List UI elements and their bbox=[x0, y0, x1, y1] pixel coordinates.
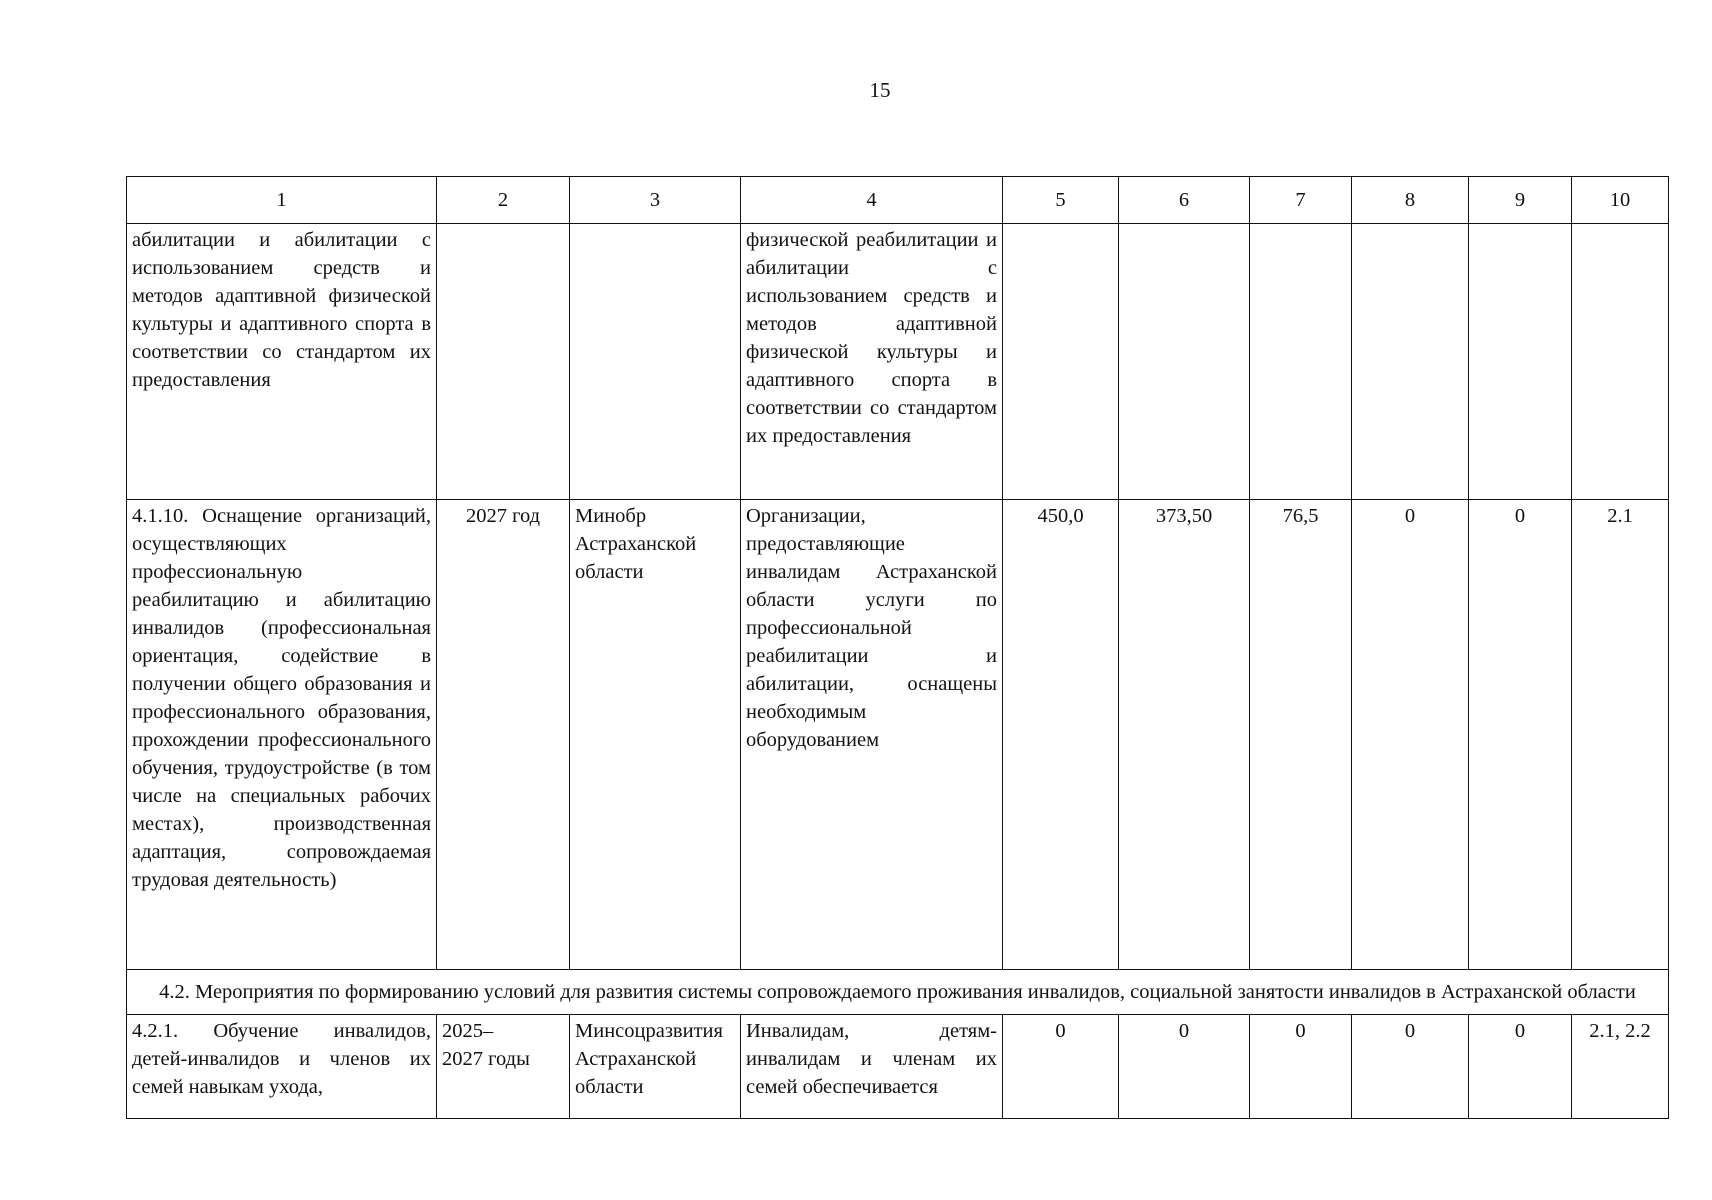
value-cell: 373,50 bbox=[1119, 500, 1250, 970]
activity-cell: абилитации и абилитации с использованием средств и методов адаптивной физической культуры и адаптивного спорта в соответствии со стандартом их предоставления bbox=[127, 224, 437, 500]
column-header: 3 bbox=[570, 177, 741, 224]
value-cell: 0 bbox=[1469, 500, 1572, 970]
value-cell: 76,5 bbox=[1250, 500, 1352, 970]
result-cell: Инвалидам, детям-инвалидам и членам их семей обеспечивается bbox=[741, 1015, 1003, 1119]
column-header: 6 bbox=[1119, 177, 1250, 224]
column-header: 5 bbox=[1003, 177, 1119, 224]
responsible-cell: Минсоцразвития Астраханской области bbox=[570, 1015, 741, 1119]
activity-cell: 4.2.1. Обучение инвалидов, детей-инвалидов и членов их семей навыкам ухода, bbox=[127, 1015, 437, 1119]
column-header: 7 bbox=[1250, 177, 1352, 224]
value-cell: 0 bbox=[1352, 500, 1469, 970]
page-number: 15 bbox=[869, 78, 891, 102]
value-cell: 0 bbox=[1119, 1015, 1250, 1119]
table-row bbox=[127, 500, 1669, 970]
period-cell: 2027 год bbox=[437, 500, 570, 970]
responsible-cell: Минобр Астраханской области bbox=[570, 500, 741, 970]
result-cell: физической реабилитации и абилитации с использованием средств и методов адаптивной физической культуры и адаптивного спорта в соответствии со стандартом их предоставления bbox=[741, 224, 1003, 500]
column-number-row bbox=[127, 177, 1669, 224]
value-cell: 0 bbox=[1250, 1015, 1352, 1119]
value-cell: 0 bbox=[1003, 1015, 1119, 1119]
value-cell bbox=[1469, 224, 1572, 500]
column-header: 1 bbox=[127, 177, 437, 224]
indicator-cell: 2.1 bbox=[1572, 500, 1669, 970]
program-table bbox=[126, 176, 1669, 1119]
activity-cell: 4.1.10. Оснащение организаций, осуществляющих профессиональную реабилитацию и абилитацию инвалидов (профессиональная ориентация, содействие в получении общего образования и профессионального образования, прохождении профессионального обучения, трудоустройстве (в том числе на специальных рабочих местах), производственная адаптация, сопровождаемая трудовая деятельность) bbox=[127, 500, 437, 970]
value-cell: 0 bbox=[1469, 1015, 1572, 1119]
value-cell bbox=[1119, 224, 1250, 500]
column-header: 2 bbox=[437, 177, 570, 224]
section-header: 4.2. Мероприятия по формированию условий для развития системы сопровождаемого проживания инвалидов, социальной занятости инвалидов в Астраханской области bbox=[127, 970, 1669, 1015]
table-row bbox=[127, 1015, 1669, 1119]
value-cell: 450,0 bbox=[1003, 500, 1119, 970]
value-cell bbox=[1352, 224, 1469, 500]
period-cell bbox=[437, 224, 570, 500]
period-cell: 2025– 2027 годы bbox=[437, 1015, 570, 1119]
indicator-cell: 2.1, 2.2 bbox=[1572, 1015, 1669, 1119]
indicator-cell bbox=[1572, 224, 1669, 500]
column-header: 10 bbox=[1572, 177, 1669, 224]
value-cell bbox=[1003, 224, 1119, 500]
table-row bbox=[127, 224, 1669, 500]
value-cell: 0 bbox=[1352, 1015, 1469, 1119]
column-header: 4 bbox=[741, 177, 1003, 224]
section-row bbox=[127, 970, 1669, 1015]
column-header: 8 bbox=[1352, 177, 1469, 224]
column-header: 9 bbox=[1469, 177, 1572, 224]
result-cell: Организации, предоставляющие инвалидам Астраханской области услуги по профессиональной реабилитации и абилитации, оснащены необходимым оборудованием bbox=[741, 500, 1003, 970]
responsible-cell bbox=[570, 224, 741, 500]
value-cell bbox=[1250, 224, 1352, 500]
